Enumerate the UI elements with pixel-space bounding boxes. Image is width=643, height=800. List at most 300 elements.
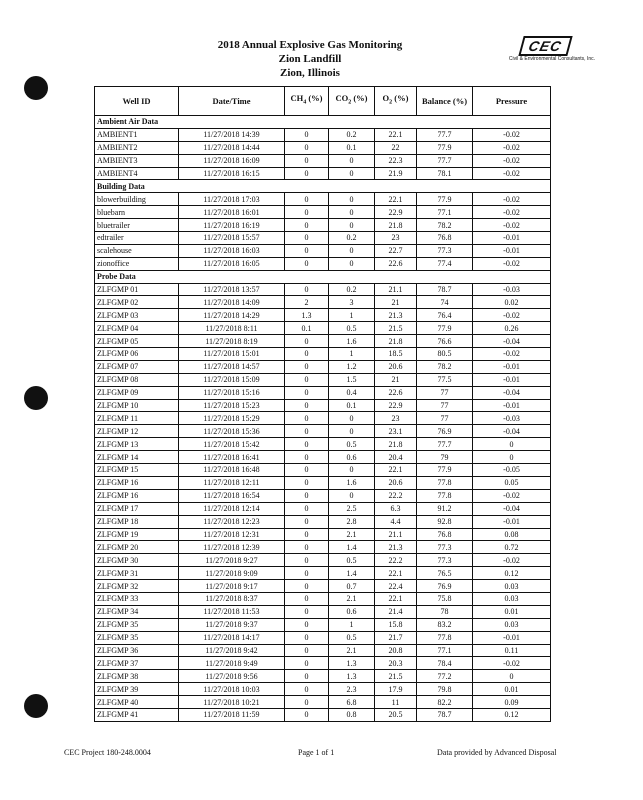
cell-o2: 23 (375, 412, 417, 425)
cell-well-id: ZLFGMP 16 (95, 476, 179, 489)
cell-well-id: ZLFGMP 35 (95, 631, 179, 644)
table-row (95, 296, 551, 309)
table-row (95, 554, 551, 567)
cell-well-id: scalehouse (95, 244, 179, 257)
cell-well-id: AMBIENT2 (95, 141, 179, 154)
cell-o2: 20.5 (375, 708, 417, 721)
cell-pressure: -0.02 (473, 141, 551, 154)
cell-ch4: 0 (285, 592, 329, 605)
cell-balance: 75.8 (417, 592, 473, 605)
cell-co2: 1 (329, 348, 375, 361)
cell-datetime: 11/27/2018 12:39 (179, 541, 285, 554)
cell-balance: 76.8 (417, 528, 473, 541)
cell-co2: 0 (329, 219, 375, 232)
cell-ch4: 0 (285, 219, 329, 232)
cell-datetime: 11/27/2018 9:17 (179, 580, 285, 593)
cell-pressure: -0.04 (473, 425, 551, 438)
table-row (95, 322, 551, 335)
cell-ch4: 0 (285, 657, 329, 670)
cell-well-id: ZLFGMP 11 (95, 412, 179, 425)
cell-well-id: ZLFGMP 12 (95, 425, 179, 438)
cell-well-id: ZLFGMP 35 (95, 618, 179, 631)
footer-page: Page 1 of 1 (298, 748, 335, 757)
cell-balance: 77.9 (417, 141, 473, 154)
cell-pressure: 0.05 (473, 476, 551, 489)
table-row (95, 335, 551, 348)
cell-well-id: ZLFGMP 08 (95, 373, 179, 386)
cell-balance: 77.3 (417, 554, 473, 567)
table-row (95, 696, 551, 709)
cell-well-id: ZLFGMP 36 (95, 644, 179, 657)
cell-pressure: -0.01 (473, 399, 551, 412)
table-row (95, 502, 551, 515)
cell-datetime: 11/27/2018 12:14 (179, 502, 285, 515)
cell-pressure: 0.01 (473, 683, 551, 696)
cell-o2: 21.5 (375, 322, 417, 335)
cell-balance: 76.6 (417, 335, 473, 348)
gas-monitoring-table (94, 86, 551, 722)
cell-well-id: blowerbuilding (95, 193, 179, 206)
cell-o2: 22.3 (375, 154, 417, 167)
cell-well-id: bluetrailer (95, 219, 179, 232)
cell-balance: 83.2 (417, 618, 473, 631)
cell-balance: 77 (417, 399, 473, 412)
cell-datetime: 11/27/2018 15:09 (179, 373, 285, 386)
cell-pressure: -0.03 (473, 283, 551, 296)
cell-pressure: -0.02 (473, 657, 551, 670)
cell-balance: 76.9 (417, 580, 473, 593)
cell-pressure: 0.03 (473, 580, 551, 593)
cell-co2: 0 (329, 489, 375, 502)
cell-pressure: -0.04 (473, 335, 551, 348)
cell-balance: 77.9 (417, 193, 473, 206)
cell-o2: 22.1 (375, 128, 417, 141)
col-well-id: Well ID (95, 87, 179, 116)
cell-pressure: 0.01 (473, 605, 551, 618)
cell-balance: 77.1 (417, 644, 473, 657)
cell-datetime: 11/27/2018 15:42 (179, 438, 285, 451)
cell-o2: 23.1 (375, 425, 417, 438)
section-header-row (95, 180, 551, 193)
cell-balance: 78.1 (417, 167, 473, 180)
table-row (95, 373, 551, 386)
cell-datetime: 11/27/2018 15:29 (179, 412, 285, 425)
cell-pressure: -0.02 (473, 554, 551, 567)
cell-well-id: ZLFGMP 03 (95, 309, 179, 322)
table-row (95, 657, 551, 670)
cell-datetime: 11/27/2018 14:39 (179, 128, 285, 141)
col-balance: Balance (%) (417, 87, 473, 116)
cell-o2: 21 (375, 373, 417, 386)
cell-well-id: ZLFGMP 16 (95, 489, 179, 502)
cec-logo (500, 36, 590, 56)
cell-datetime: 11/27/2018 13:57 (179, 283, 285, 296)
cell-co2: 0.8 (329, 708, 375, 721)
cell-co2: 0.6 (329, 605, 375, 618)
cell-datetime: 11/27/2018 9:56 (179, 670, 285, 683)
cell-o2: 21.8 (375, 438, 417, 451)
cell-o2: 22.1 (375, 592, 417, 605)
table-row (95, 592, 551, 605)
cell-balance: 77.9 (417, 322, 473, 335)
report-header (180, 38, 440, 80)
cell-pressure: 0.02 (473, 296, 551, 309)
cell-balance: 78.7 (417, 708, 473, 721)
cell-o2: 21.8 (375, 219, 417, 232)
cell-co2: 1 (329, 618, 375, 631)
cell-pressure: -0.02 (473, 219, 551, 232)
cell-datetime: 11/27/2018 9:49 (179, 657, 285, 670)
table-row (95, 360, 551, 373)
cell-o2: 21.8 (375, 335, 417, 348)
table-row (95, 412, 551, 425)
table-row (95, 257, 551, 270)
cell-o2: 21.1 (375, 528, 417, 541)
cell-well-id: ZLFGMP 30 (95, 554, 179, 567)
cell-datetime: 11/27/2018 14:57 (179, 360, 285, 373)
cell-ch4: 0 (285, 167, 329, 180)
cell-co2: 1.5 (329, 373, 375, 386)
cell-balance: 77.8 (417, 489, 473, 502)
cell-well-id: ZLFGMP 18 (95, 515, 179, 528)
table-row (95, 515, 551, 528)
cell-well-id: ZLFGMP 07 (95, 360, 179, 373)
cell-ch4: 0 (285, 502, 329, 515)
table-row (95, 708, 551, 721)
cell-datetime: 11/27/2018 8:19 (179, 335, 285, 348)
cell-balance: 76.8 (417, 232, 473, 245)
cell-pressure: -0.01 (473, 515, 551, 528)
cell-o2: 20.6 (375, 476, 417, 489)
table-row (95, 618, 551, 631)
cell-ch4: 0 (285, 567, 329, 580)
cell-ch4: 0 (285, 670, 329, 683)
cell-o2: 18.5 (375, 348, 417, 361)
cell-co2: 0 (329, 154, 375, 167)
cell-datetime: 11/27/2018 16:01 (179, 206, 285, 219)
cell-o2: 22.1 (375, 567, 417, 580)
table-row (95, 348, 551, 361)
cell-pressure: 0.03 (473, 618, 551, 631)
cell-ch4: 0 (285, 373, 329, 386)
cell-balance: 77.4 (417, 257, 473, 270)
cell-datetime: 11/27/2018 11:53 (179, 605, 285, 618)
col-datetime: Date/Time (179, 87, 285, 116)
cell-o2: 21.7 (375, 631, 417, 644)
cell-pressure: -0.02 (473, 167, 551, 180)
cell-ch4: 0 (285, 515, 329, 528)
cell-o2: 22.7 (375, 244, 417, 257)
cell-pressure: -0.02 (473, 206, 551, 219)
cell-pressure: -0.02 (473, 154, 551, 167)
cell-pressure: -0.01 (473, 631, 551, 644)
cell-co2: 0 (329, 425, 375, 438)
cell-ch4: 0 (285, 154, 329, 167)
cell-balance: 78.7 (417, 283, 473, 296)
footer-source: Data provided by Advanced Disposal (437, 748, 557, 757)
cell-o2: 21.3 (375, 309, 417, 322)
section-title: Ambient Air Data (95, 116, 551, 129)
cell-balance: 78.4 (417, 657, 473, 670)
cell-ch4: 0 (285, 283, 329, 296)
cell-balance: 79 (417, 451, 473, 464)
cell-datetime: 11/27/2018 9:09 (179, 567, 285, 580)
cell-co2: 0 (329, 464, 375, 477)
cell-datetime: 11/27/2018 16:19 (179, 219, 285, 232)
table-row (95, 683, 551, 696)
cell-ch4: 0 (285, 412, 329, 425)
cell-ch4: 1.3 (285, 309, 329, 322)
cell-o2: 21.9 (375, 167, 417, 180)
cell-co2: 0.4 (329, 386, 375, 399)
cell-balance: 78 (417, 605, 473, 618)
cell-balance: 77.9 (417, 464, 473, 477)
cell-balance: 78.2 (417, 219, 473, 232)
table-row (95, 580, 551, 593)
cell-balance: 77.3 (417, 541, 473, 554)
cell-well-id: ZLFGMP 09 (95, 386, 179, 399)
cell-well-id: ZLFGMP 33 (95, 592, 179, 605)
cell-pressure: -0.05 (473, 464, 551, 477)
cell-balance: 77.7 (417, 438, 473, 451)
cell-well-id: edtrailer (95, 232, 179, 245)
cell-pressure: 0.03 (473, 592, 551, 605)
table-row (95, 425, 551, 438)
cell-balance: 77.7 (417, 154, 473, 167)
cell-pressure: 0.12 (473, 567, 551, 580)
cell-well-id: ZLFGMP 13 (95, 438, 179, 451)
cell-datetime: 11/27/2018 16:03 (179, 244, 285, 257)
cell-o2: 22.6 (375, 257, 417, 270)
cell-co2: 1.6 (329, 335, 375, 348)
cell-datetime: 11/27/2018 14:09 (179, 296, 285, 309)
col-o2: $O_2$ (%) (375, 87, 417, 116)
cell-ch4: 0 (285, 683, 329, 696)
cell-balance: 77.7 (417, 128, 473, 141)
table-header-row (95, 87, 551, 116)
cell-balance: 77.2 (417, 670, 473, 683)
cell-ch4: 0 (285, 618, 329, 631)
section-title: Building Data (95, 180, 551, 193)
cell-balance: 82.2 (417, 696, 473, 709)
col-ch4: $CH_4$ (%) (285, 87, 329, 116)
cell-co2: 2.8 (329, 515, 375, 528)
cell-well-id: AMBIENT4 (95, 167, 179, 180)
cell-well-id: ZLFGMP 06 (95, 348, 179, 361)
cell-co2: 0.5 (329, 322, 375, 335)
cell-o2: 22.2 (375, 554, 417, 567)
cell-co2: 0.2 (329, 232, 375, 245)
cell-balance: 77.5 (417, 373, 473, 386)
cell-balance: 76.9 (417, 425, 473, 438)
cell-well-id: AMBIENT1 (95, 128, 179, 141)
cell-well-id: ZLFGMP 02 (95, 296, 179, 309)
table-row (95, 193, 551, 206)
cell-datetime: 11/27/2018 9:42 (179, 644, 285, 657)
cell-co2: 0 (329, 244, 375, 257)
cell-o2: 15.8 (375, 618, 417, 631)
cell-o2: 23 (375, 232, 417, 245)
cell-datetime: 11/27/2018 12:31 (179, 528, 285, 541)
cell-o2: 6.3 (375, 502, 417, 515)
cell-co2: 1.4 (329, 541, 375, 554)
cell-well-id: ZLFGMP 20 (95, 541, 179, 554)
cell-pressure: 0.12 (473, 708, 551, 721)
cell-ch4: 0 (285, 438, 329, 451)
cell-ch4: 0 (285, 451, 329, 464)
cell-well-id: ZLFGMP 34 (95, 605, 179, 618)
cell-balance: 80.5 (417, 348, 473, 361)
cell-balance: 92.8 (417, 515, 473, 528)
cell-well-id: AMBIENT3 (95, 154, 179, 167)
cell-pressure: 0 (473, 438, 551, 451)
cell-pressure: -0.01 (473, 373, 551, 386)
report-title: 2018 Annual Explosive Gas Monitoring (217, 39, 403, 51)
cell-datetime: 11/27/2018 15:57 (179, 232, 285, 245)
table-row (95, 309, 551, 322)
cell-pressure: -0.01 (473, 360, 551, 373)
cell-o2: 22.4 (375, 580, 417, 593)
cell-pressure: 0.08 (473, 528, 551, 541)
cell-pressure: -0.02 (473, 348, 551, 361)
cell-balance: 74 (417, 296, 473, 309)
table-row (95, 644, 551, 657)
cell-datetime: 11/27/2018 15:16 (179, 386, 285, 399)
cell-ch4: 0 (285, 128, 329, 141)
cell-co2: 0.6 (329, 451, 375, 464)
cell-o2: 20.6 (375, 360, 417, 373)
cell-pressure: -0.02 (473, 257, 551, 270)
cell-co2: 0 (329, 167, 375, 180)
cell-datetime: 11/27/2018 8:11 (179, 322, 285, 335)
cell-datetime: 11/27/2018 16:48 (179, 464, 285, 477)
col-pressure: Pressure (473, 87, 551, 116)
cell-co2: 2.1 (329, 644, 375, 657)
cell-pressure: -0.02 (473, 309, 551, 322)
cell-co2: 0 (329, 412, 375, 425)
cell-ch4: 0 (285, 360, 329, 373)
section-header-row (95, 116, 551, 129)
cell-well-id: ZLFGMP 39 (95, 683, 179, 696)
cell-datetime: 11/27/2018 10:21 (179, 696, 285, 709)
cell-datetime: 11/27/2018 15:01 (179, 348, 285, 361)
cell-co2: 1.6 (329, 476, 375, 489)
cell-pressure: -0.04 (473, 386, 551, 399)
cell-pressure: -0.01 (473, 244, 551, 257)
cell-ch4: 0 (285, 708, 329, 721)
cell-o2: 22.1 (375, 193, 417, 206)
cell-co2: 1.4 (329, 567, 375, 580)
site-location: Zion, Illinois (280, 67, 340, 79)
footer-project: CEC Project 180-248.0004 (64, 748, 151, 757)
col-co2: $CO_2$ (%) (329, 87, 375, 116)
cell-co2: 0.1 (329, 399, 375, 412)
cell-o2: 17.9 (375, 683, 417, 696)
cell-o2: 21.3 (375, 541, 417, 554)
cell-balance: 76.5 (417, 567, 473, 580)
cell-co2: 1.2 (329, 360, 375, 373)
section-title: Probe Data (95, 270, 551, 283)
cell-pressure: -0.02 (473, 128, 551, 141)
cec-logo-mark: CEC (518, 36, 572, 56)
cell-balance: 77.8 (417, 476, 473, 489)
cell-o2: 21.1 (375, 283, 417, 296)
cell-ch4: 0 (285, 257, 329, 270)
cell-o2: 21.5 (375, 670, 417, 683)
cell-ch4: 0 (285, 425, 329, 438)
cell-ch4: 0 (285, 644, 329, 657)
table-row (95, 167, 551, 180)
cell-o2: 22.6 (375, 386, 417, 399)
cell-balance: 77.1 (417, 206, 473, 219)
cell-well-id: ZLFGMP 38 (95, 670, 179, 683)
cell-co2: 0.2 (329, 283, 375, 296)
cell-co2: 2.5 (329, 502, 375, 515)
cell-co2: 2.1 (329, 592, 375, 605)
cell-co2: 0.5 (329, 554, 375, 567)
table-body (95, 116, 551, 722)
cell-ch4: 0 (285, 206, 329, 219)
cell-well-id: ZLFGMP 17 (95, 502, 179, 515)
cell-ch4: 0.1 (285, 322, 329, 335)
cell-balance: 77.8 (417, 631, 473, 644)
cell-o2: 22 (375, 141, 417, 154)
binder-hole-top (24, 76, 48, 100)
table-row (95, 141, 551, 154)
cell-datetime: 11/27/2018 15:36 (179, 425, 285, 438)
cell-o2: 22.2 (375, 489, 417, 502)
table-row (95, 670, 551, 683)
cell-well-id: ZLFGMP 14 (95, 451, 179, 464)
table-row (95, 206, 551, 219)
cell-datetime: 11/27/2018 11:59 (179, 708, 285, 721)
cell-well-id: ZLFGMP 10 (95, 399, 179, 412)
cell-pressure: -0.04 (473, 502, 551, 515)
cell-ch4: 0 (285, 193, 329, 206)
cell-datetime: 11/27/2018 9:27 (179, 554, 285, 567)
cell-o2: 4.4 (375, 515, 417, 528)
table-row (95, 232, 551, 245)
cell-balance: 91.2 (417, 502, 473, 515)
cell-co2: 1.3 (329, 670, 375, 683)
cell-co2: 1.3 (329, 657, 375, 670)
cell-datetime: 11/27/2018 17:03 (179, 193, 285, 206)
cell-balance: 78.2 (417, 360, 473, 373)
cell-ch4: 0 (285, 141, 329, 154)
cell-datetime: 11/27/2018 9:37 (179, 618, 285, 631)
cell-pressure: -0.02 (473, 193, 551, 206)
table-row (95, 283, 551, 296)
table-row (95, 451, 551, 464)
cell-datetime: 11/27/2018 15:23 (179, 399, 285, 412)
cell-balance: 77 (417, 412, 473, 425)
cell-ch4: 0 (285, 348, 329, 361)
cell-well-id: bluebarn (95, 206, 179, 219)
cell-well-id: ZLFGMP 05 (95, 335, 179, 348)
cell-co2: 0.2 (329, 128, 375, 141)
table-row (95, 541, 551, 554)
cell-pressure: 0.09 (473, 696, 551, 709)
cell-datetime: 11/27/2018 16:41 (179, 451, 285, 464)
cell-co2: 0 (329, 206, 375, 219)
cell-ch4: 0 (285, 605, 329, 618)
cell-well-id: ZLFGMP 19 (95, 528, 179, 541)
cell-ch4: 0 (285, 631, 329, 644)
cell-well-id: zionoffice (95, 257, 179, 270)
cell-pressure: 0 (473, 451, 551, 464)
cell-balance: 76.4 (417, 309, 473, 322)
cell-datetime: 11/27/2018 16:54 (179, 489, 285, 502)
